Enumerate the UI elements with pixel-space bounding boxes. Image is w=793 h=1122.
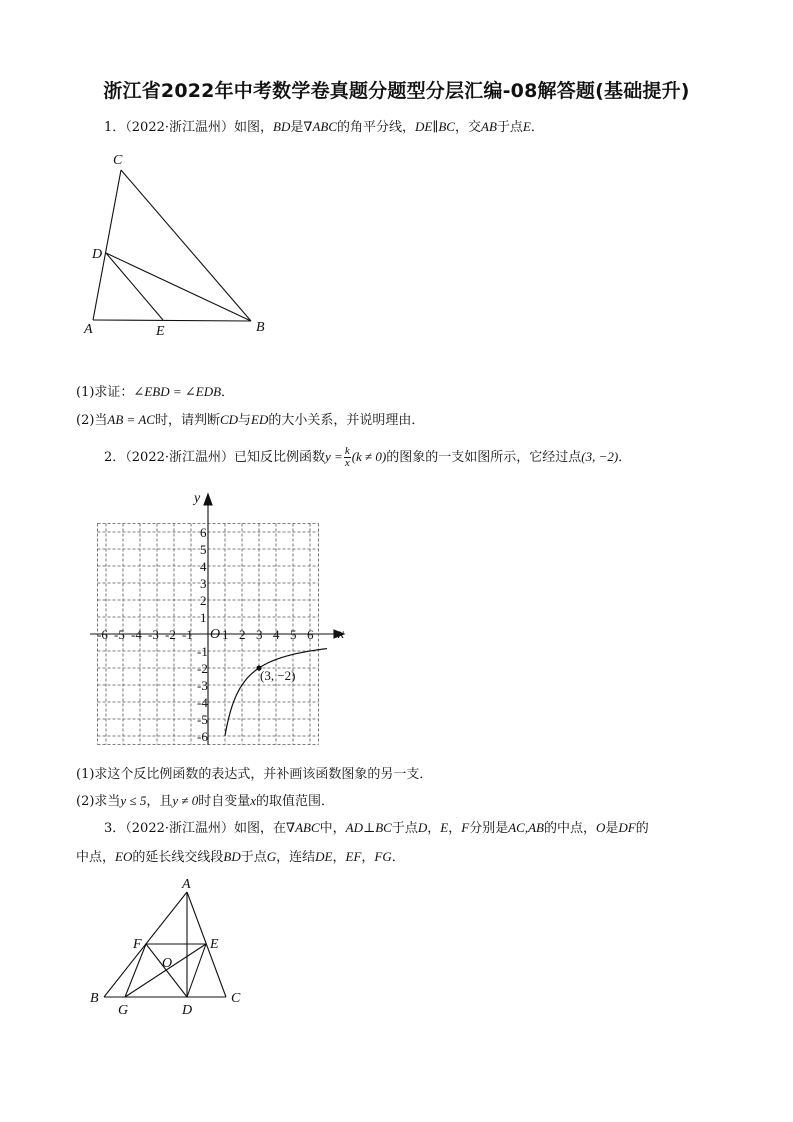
q2-y-tick-label: 6 [200, 525, 207, 540]
q2-y-equals: y = [325, 449, 343, 464]
q2-y-tick-label: -4 [197, 695, 208, 710]
q2-y-tick-label: -6 [197, 729, 208, 744]
q3-d: D [417, 820, 428, 835]
q2-x-tick-label: -3 [148, 627, 159, 642]
q1-source: （2022·浙江温州） [125, 120, 234, 135]
q2-x-tick-label: 6 [307, 627, 314, 642]
q3-ef: EF [345, 849, 362, 864]
q3-eo: EO [115, 849, 133, 864]
q3-text: 的中点， [543, 821, 596, 836]
q3-text: 是 [605, 821, 619, 836]
q3-label-g: G [118, 1003, 129, 1018]
q2-x-tick-label: -1 [182, 627, 193, 642]
q3-text: ， [361, 850, 375, 865]
q2-y-tick-label: -2 [197, 661, 208, 676]
q2-y-tick-label: -5 [197, 712, 208, 727]
q2-y-tick-label: -3 [197, 678, 208, 693]
q3-de: DE [315, 849, 333, 864]
q1-de-parallel-bc: DE∥BC [415, 119, 455, 134]
q1-part2-label: (2)当 [76, 413, 108, 428]
q2-text: 时自变量 [198, 794, 251, 809]
q2-origin-label: O [210, 627, 221, 642]
q2-x-tick-label: -5 [114, 627, 125, 642]
q1-part1-label: (1)求证： [76, 385, 134, 400]
q1-cd: CD [219, 412, 239, 427]
q3-ac-ab: AC,AB [508, 820, 544, 835]
q3-text: 的延长线交线段 [132, 850, 224, 865]
page-title: 浙江省2022年中考数学卷真题分题型分层汇编-08解答题(基础提升) [103, 80, 690, 102]
q1-text: 的角平分线， [337, 120, 416, 135]
q3-text: ， [427, 821, 441, 836]
q3-text: 分别是 [469, 821, 509, 836]
q2-number: 2． [104, 450, 126, 465]
q2-point: (3, −2) [581, 449, 619, 464]
q3-label-d: D [182, 1003, 193, 1018]
q2-text: ． [618, 450, 632, 465]
q1-text: ． [221, 385, 235, 400]
q3-f: F [461, 820, 470, 835]
q3-text: 于点 [391, 821, 418, 836]
q2-fraction-numerator: k [344, 445, 350, 457]
q1-e: E [522, 119, 531, 134]
q2-y-tick-label: 2 [200, 593, 207, 608]
q1-text: 与 [238, 413, 252, 428]
q1-text: 的大小关系，并说明理由． [268, 413, 425, 428]
q2-source: （2022·浙江温州） [125, 450, 234, 465]
q2-text: ，且 [146, 794, 173, 809]
q2-x-tick-label: 1 [222, 627, 229, 642]
q1-label-d: D [92, 247, 103, 262]
q3-text: ，连结 [276, 850, 316, 865]
q3-text: 于点 [240, 850, 267, 865]
q2-text: 的图象的一支如图所示，它经过点 [386, 450, 582, 465]
q3-g: G [266, 849, 277, 864]
q1-part2-math: AB = AC [107, 412, 155, 427]
q3-source: （2022·浙江温州） [125, 821, 234, 836]
q2-y-tick-label: 1 [200, 610, 207, 625]
q3-text: 中， [319, 821, 346, 836]
q2-cond1: y ≤ 5 [120, 793, 147, 808]
q3-label-o: O [162, 956, 173, 971]
q2-x-tick-label: -2 [165, 627, 176, 642]
q1-text: ． [530, 120, 544, 135]
q2-x-tick-label: -6 [97, 627, 108, 642]
q3-df: DF [618, 820, 636, 835]
q2-y-tick-label: 5 [200, 542, 207, 557]
q2-condition: (k ≠ 0) [351, 449, 387, 464]
q3-o: O [595, 820, 606, 835]
q1-bd: BD [273, 119, 291, 134]
q1-label-e: E [156, 324, 165, 339]
q1-label-c: C [113, 153, 123, 168]
q3-ad-perp-bc: AD⊥BC [345, 820, 392, 835]
q2-text: 已知反比例函数 [234, 450, 326, 465]
q3-e: E [440, 820, 449, 835]
q3-label-c: C [231, 991, 241, 1006]
q3-label-b: B [90, 991, 99, 1006]
q2-x-tick-label: 4 [273, 627, 280, 642]
q2-x: x [250, 793, 257, 808]
q1-ed: ED [251, 412, 269, 427]
q3-number: 3． [104, 821, 126, 836]
q2-x-tick-label: -4 [131, 627, 142, 642]
q3-label-f: F [133, 937, 142, 952]
q3-text: ， [448, 821, 462, 836]
q2-x-tick-label: 5 [290, 627, 297, 642]
q3-label-a: A [182, 877, 191, 892]
q3-bd: BD [223, 849, 241, 864]
q2-fraction-denominator: x [344, 457, 350, 469]
q1-triangle: ∇ABC [303, 119, 338, 134]
q2-x-tick-label: 3 [256, 627, 263, 642]
q1-number: 1． [104, 120, 126, 135]
q1-label-a: A [84, 322, 93, 337]
q2-y-tick-label: 4 [200, 559, 207, 574]
q3-segment-de [187, 944, 206, 997]
q1-ab: AB [481, 119, 497, 134]
q2-y-tick-label: -1 [197, 644, 208, 659]
q2-part2-label: (2)求当 [76, 794, 121, 809]
q1-text: 是 [290, 120, 304, 135]
q3-text: ， [332, 850, 346, 865]
q1-text: 如图， [234, 120, 274, 135]
q3-text: 的 [635, 821, 649, 836]
q1-text: 于点 [496, 120, 523, 135]
q2-point-label: (3, −2) [260, 668, 296, 683]
q2-x-tick-label: 2 [239, 627, 246, 642]
q1-part1-math: ∠EBD = ∠EDB [133, 384, 222, 399]
q3-triangle: ∇ABC [286, 820, 320, 835]
q3-text: ． [391, 850, 405, 865]
q3-text: 中点， [76, 850, 116, 865]
q3-label-e: E [210, 937, 219, 952]
q1-label-b: B [256, 320, 265, 335]
q2-cond2: y ≠ 0 [172, 793, 199, 808]
q3-text: 如图，在 [234, 821, 287, 836]
q2-y-label: y [194, 491, 201, 506]
q2-text: 的取值范围． [256, 794, 335, 809]
q3-fg: FG [374, 849, 392, 864]
q2-y-tick-label: 3 [200, 576, 207, 591]
q2-x-label: x [338, 627, 345, 642]
q1-text: ，交 [454, 120, 481, 135]
q1-text: 时，请判断 [154, 413, 220, 428]
q2-part1: (1)求这个反比例函数的表达式，并补画该函数图象的另一支． [76, 767, 433, 782]
